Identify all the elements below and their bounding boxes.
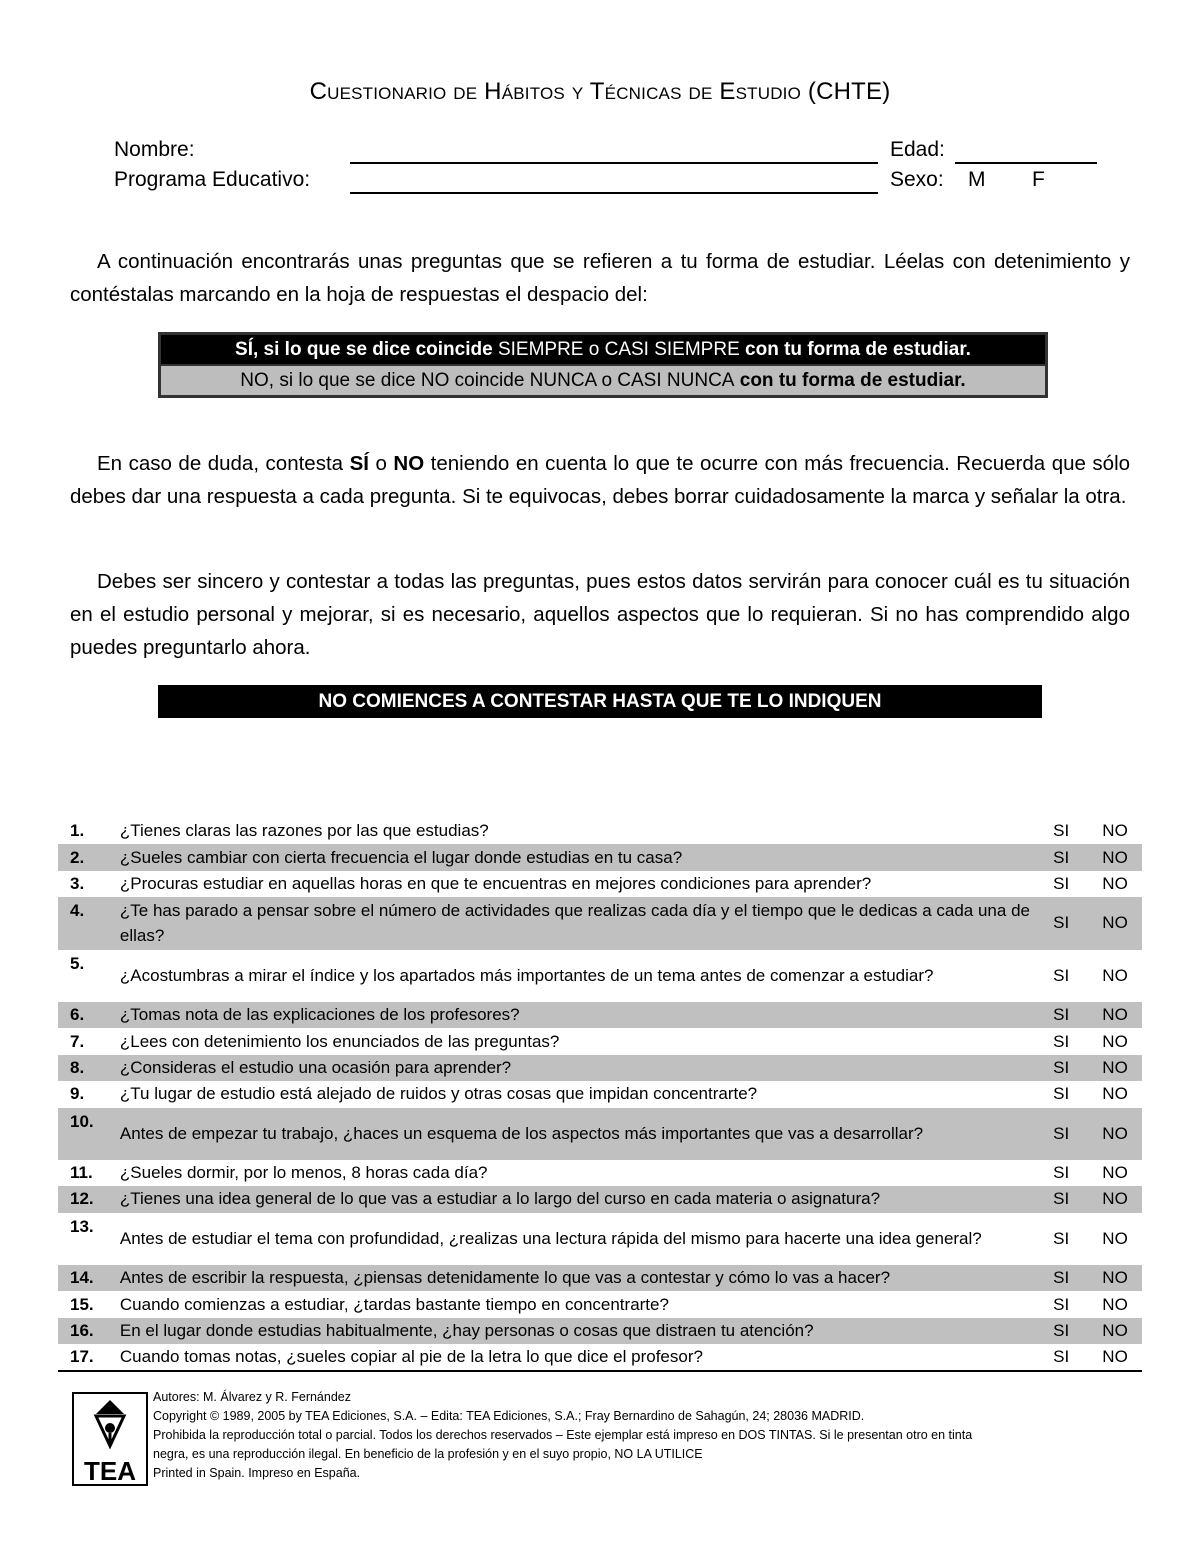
answer-si-option[interactable]: SI: [1053, 1163, 1070, 1183]
answer-si-option[interactable]: SI: [1053, 873, 1070, 893]
question-text: ¿Tienes una idea general de lo que vas a estudiar a lo largo del curso en cada materia o asignatura?: [116, 1186, 1034, 1212]
question-text: ¿Sueles dormir, por lo menos, 8 horas cada día?: [119, 1163, 488, 1183]
legend-no-a: NO, si lo que se dice: [240, 370, 421, 391]
question-number: 5.: [70, 953, 85, 973]
warning-banner: NO COMIENCES A CONTESTAR HASTA QUE TE LO INDIQUEN: [158, 685, 1042, 718]
question-number: 16.: [58, 1318, 116, 1344]
intro-paragraph: A continuación encontrarás unas preguntas que se refieren a tu forma de estudiar. Léelas con detenimiento y contéstalas marcando en la hoja de respuestas el despacio del:: [70, 250, 1130, 306]
doubt-text-b: o: [368, 452, 394, 475]
footer-prohibited-2: negra, es una reproducción ilegal. En beneficio de la profesión y en el suyo propio, NO LA UTILICE: [153, 1447, 703, 1461]
doubt-no: NO: [393, 452, 425, 475]
question-row: [58, 1055, 1142, 1081]
page-title: [0, 78, 1200, 106]
footer: [153, 1388, 1133, 1483]
answer-no-option[interactable]: NO: [1102, 1084, 1128, 1104]
question-row: [58, 1344, 1142, 1370]
question-number: 10.: [58, 1108, 116, 1160]
answer-no-option[interactable]: NO: [1088, 897, 1142, 949]
legend-si-c: con tu forma de estudiar.: [739, 339, 971, 360]
footer-prohibited-1: Prohibida la reproducción total o parcial. Todos los derechos reservados – Este ejemplar está impreso en DOS TINTAS. Si le presentan otro en tinta: [153, 1428, 973, 1442]
nombre-label: Nombre:: [114, 138, 195, 161]
question-row: [58, 844, 1142, 870]
answer-si-option[interactable]: SI: [1034, 1318, 1088, 1344]
answer-no-option[interactable]: NO: [1102, 1347, 1128, 1367]
question-text: Antes de escribir la respuesta, ¿piensas detenidamente lo que vas a contestar y cómo lo vas a hacer?: [116, 1265, 1034, 1291]
question-text: Cuando tomas notas, ¿sueles copiar al pie de la letra lo que dice el profesor?: [119, 1347, 703, 1367]
question-text: En el lugar donde estudias habitualmente, ¿hay personas o cosas que distraen tu atención?: [116, 1318, 1034, 1344]
question-row: [58, 1265, 1142, 1291]
question-number: 17.: [70, 1347, 94, 1367]
legend-si-b: SIEMPRE o CASI SIEMPRE: [497, 339, 740, 360]
question-row: [58, 1081, 1142, 1107]
answer-si-option[interactable]: SI: [1053, 1347, 1070, 1367]
answer-si-option[interactable]: SI: [1053, 821, 1070, 841]
legend-no-row: [161, 364, 1045, 395]
question-row: [58, 950, 1142, 1002]
answer-si-option[interactable]: SI: [1053, 1294, 1070, 1314]
logo-text: TEA: [84, 1456, 136, 1486]
legend-si-a: SÍ, si lo que se dice coincide: [235, 339, 498, 360]
question-number: 13.: [70, 1216, 94, 1236]
footer-printed: Printed in Spain. Impreso en España.: [153, 1466, 361, 1480]
question-number: 6.: [58, 1002, 116, 1028]
answer-si-option[interactable]: SI: [1053, 1084, 1070, 1104]
edad-field[interactable]: [955, 162, 1097, 164]
answer-si-option[interactable]: SI: [1034, 1002, 1088, 1028]
question-row: [58, 818, 1142, 844]
question-text: ¿Sueles cambiar con cierta frecuencia el lugar donde estudias en tu casa?: [116, 844, 1034, 870]
answer-no-option[interactable]: NO: [1102, 1031, 1128, 1051]
question-row: [58, 1002, 1142, 1028]
answer-no-option[interactable]: NO: [1088, 1108, 1142, 1160]
legend-no-b: NO coincide NUNCA o CASI NUNCA: [420, 370, 735, 391]
answer-no-option[interactable]: NO: [1102, 1228, 1128, 1248]
question-text: ¿Tomas nota de las explicaciones de los profesores?: [116, 1002, 1034, 1028]
question-text: ¿Consideras el estudio una ocasión para aprender?: [116, 1055, 1034, 1081]
question-row: [58, 1186, 1142, 1212]
question-row: [58, 1160, 1142, 1186]
question-text: ¿Lees con detenimiento los enunciados de las preguntas?: [119, 1031, 560, 1051]
question-row: [58, 1318, 1142, 1344]
answer-no-option[interactable]: NO: [1102, 965, 1128, 985]
question-text: ¿Procuras estudiar en aquellas horas en que te encuentras en mejores condiciones para aprender?: [119, 873, 872, 893]
answer-no-option[interactable]: NO: [1102, 1294, 1128, 1314]
answer-no-option[interactable]: NO: [1102, 1163, 1128, 1183]
question-text: Antes de empezar tu trabajo, ¿haces un esquema de los aspectos más importantes que vas a desarrollar?: [116, 1108, 1034, 1160]
answer-no-option[interactable]: NO: [1102, 821, 1128, 841]
question-text: ¿Tienes claras las razones por las que estudias?: [119, 821, 489, 841]
doubt-text-a: En caso de duda, contesta: [97, 452, 350, 475]
answer-no-option[interactable]: NO: [1088, 1318, 1142, 1344]
question-row: [58, 871, 1142, 897]
question-row: [58, 1291, 1142, 1317]
sexo-label: Sexo:: [890, 168, 944, 191]
answer-no-option[interactable]: NO: [1088, 1265, 1142, 1291]
question-number: 4.: [58, 897, 116, 949]
question-number: 3.: [70, 873, 85, 893]
footer-copyright: Copyright © 1989, 2005 by TEA Ediciones, S.A. – Edita: TEA Ediciones, S.A.; Fray Bernardino de Sahagún, 24; 28036 MADRID.: [153, 1409, 865, 1423]
question-number: 12.: [58, 1186, 116, 1212]
answer-no-option[interactable]: NO: [1088, 1055, 1142, 1081]
question-number: 11.: [70, 1163, 93, 1183]
tea-logo-icon: [72, 1392, 148, 1486]
question-number: 15.: [70, 1294, 94, 1314]
doubt-paragraph: [70, 447, 1130, 513]
answer-si-option[interactable]: SI: [1034, 844, 1088, 870]
question-text: ¿Te has parado a pensar sobre el número de actividades que realizas cada día y el tiempo que le dedicas a cada una de ellas?: [116, 897, 1034, 949]
question-number: 7.: [70, 1031, 85, 1051]
table-bottom-rule: [58, 1370, 1142, 1372]
sexo-option-m[interactable]: M: [968, 168, 986, 191]
answer-si-option[interactable]: SI: [1053, 965, 1070, 985]
question-row: [58, 1028, 1142, 1054]
answer-si-option[interactable]: SI: [1053, 1228, 1070, 1248]
edad-label: Edad:: [890, 138, 945, 161]
doubt-si: SÍ: [349, 452, 369, 475]
answer-no-option[interactable]: NO: [1088, 1002, 1142, 1028]
question-row: [58, 1108, 1142, 1160]
footer-authors: Autores: M. Álvarez y R. Fernández: [153, 1390, 351, 1404]
sexo-option-f[interactable]: F: [1032, 168, 1045, 191]
answer-si-option[interactable]: SI: [1034, 1265, 1088, 1291]
questions-table: [58, 818, 1142, 1371]
question-text: Cuando comienzas a estudiar, ¿tardas bastante tiempo en concentrarte?: [119, 1294, 669, 1314]
answer-si-option[interactable]: SI: [1053, 1031, 1070, 1051]
title-main: Cuestionario de Hábitos y Técnicas de Estudio: [309, 78, 802, 105]
answer-si-option[interactable]: SI: [1034, 897, 1088, 949]
question-text: ¿Acostumbras a mirar el índice y los apartados más importantes de un tema antes de comenzar a estudiar?: [119, 966, 934, 986]
doubt-text-c: teniendo en cuenta lo que te ocurre con más frecuencia. Recuerda que sólo debes dar una respuesta a cada pregunta. Si te equivocas, debes borrar cuidadosamente la marca y señalar la otra.: [70, 452, 1131, 508]
question-number: 1.: [70, 821, 85, 841]
answer-legend: [158, 332, 1048, 398]
answer-si-option[interactable]: SI: [1034, 1055, 1088, 1081]
nombre-field[interactable]: [350, 162, 878, 164]
programa-label: Programa Educativo:: [114, 168, 311, 191]
question-text: Antes de estudiar el tema con profundidad, ¿realizas una lectura rápida del mismo para hacerte una idea general?: [119, 1229, 982, 1249]
answer-si-option[interactable]: SI: [1034, 1186, 1088, 1212]
sincere-paragraph: Debes ser sincero y contestar a todas las preguntas, pues estos datos servirán para conocer cuál es tu situación en el estudio personal y mejorar, si es necesario, aquellos aspectos que lo requieran. Si no has comprendido algo puedes preguntarlo ahora.: [70, 570, 1130, 659]
title-acronym: (CHTE): [807, 78, 891, 105]
question-text: ¿Tu lugar de estudio está alejado de ruidos y otras cosas que impidan concentrarte?: [119, 1084, 758, 1104]
answer-no-option[interactable]: NO: [1088, 1186, 1142, 1212]
question-row: [58, 897, 1142, 949]
answer-si-option[interactable]: SI: [1034, 1108, 1088, 1160]
legend-no-c: con tu forma de estudiar.: [734, 370, 966, 391]
question-row: [58, 1213, 1142, 1265]
legend-si-row: [161, 335, 1045, 364]
answer-no-option[interactable]: NO: [1102, 873, 1128, 893]
question-number: 9.: [70, 1084, 85, 1104]
programa-field[interactable]: [350, 192, 878, 194]
question-number: 14.: [58, 1265, 116, 1291]
answer-no-option[interactable]: NO: [1088, 844, 1142, 870]
question-number: 2.: [58, 844, 116, 870]
question-number: 8.: [58, 1055, 116, 1081]
